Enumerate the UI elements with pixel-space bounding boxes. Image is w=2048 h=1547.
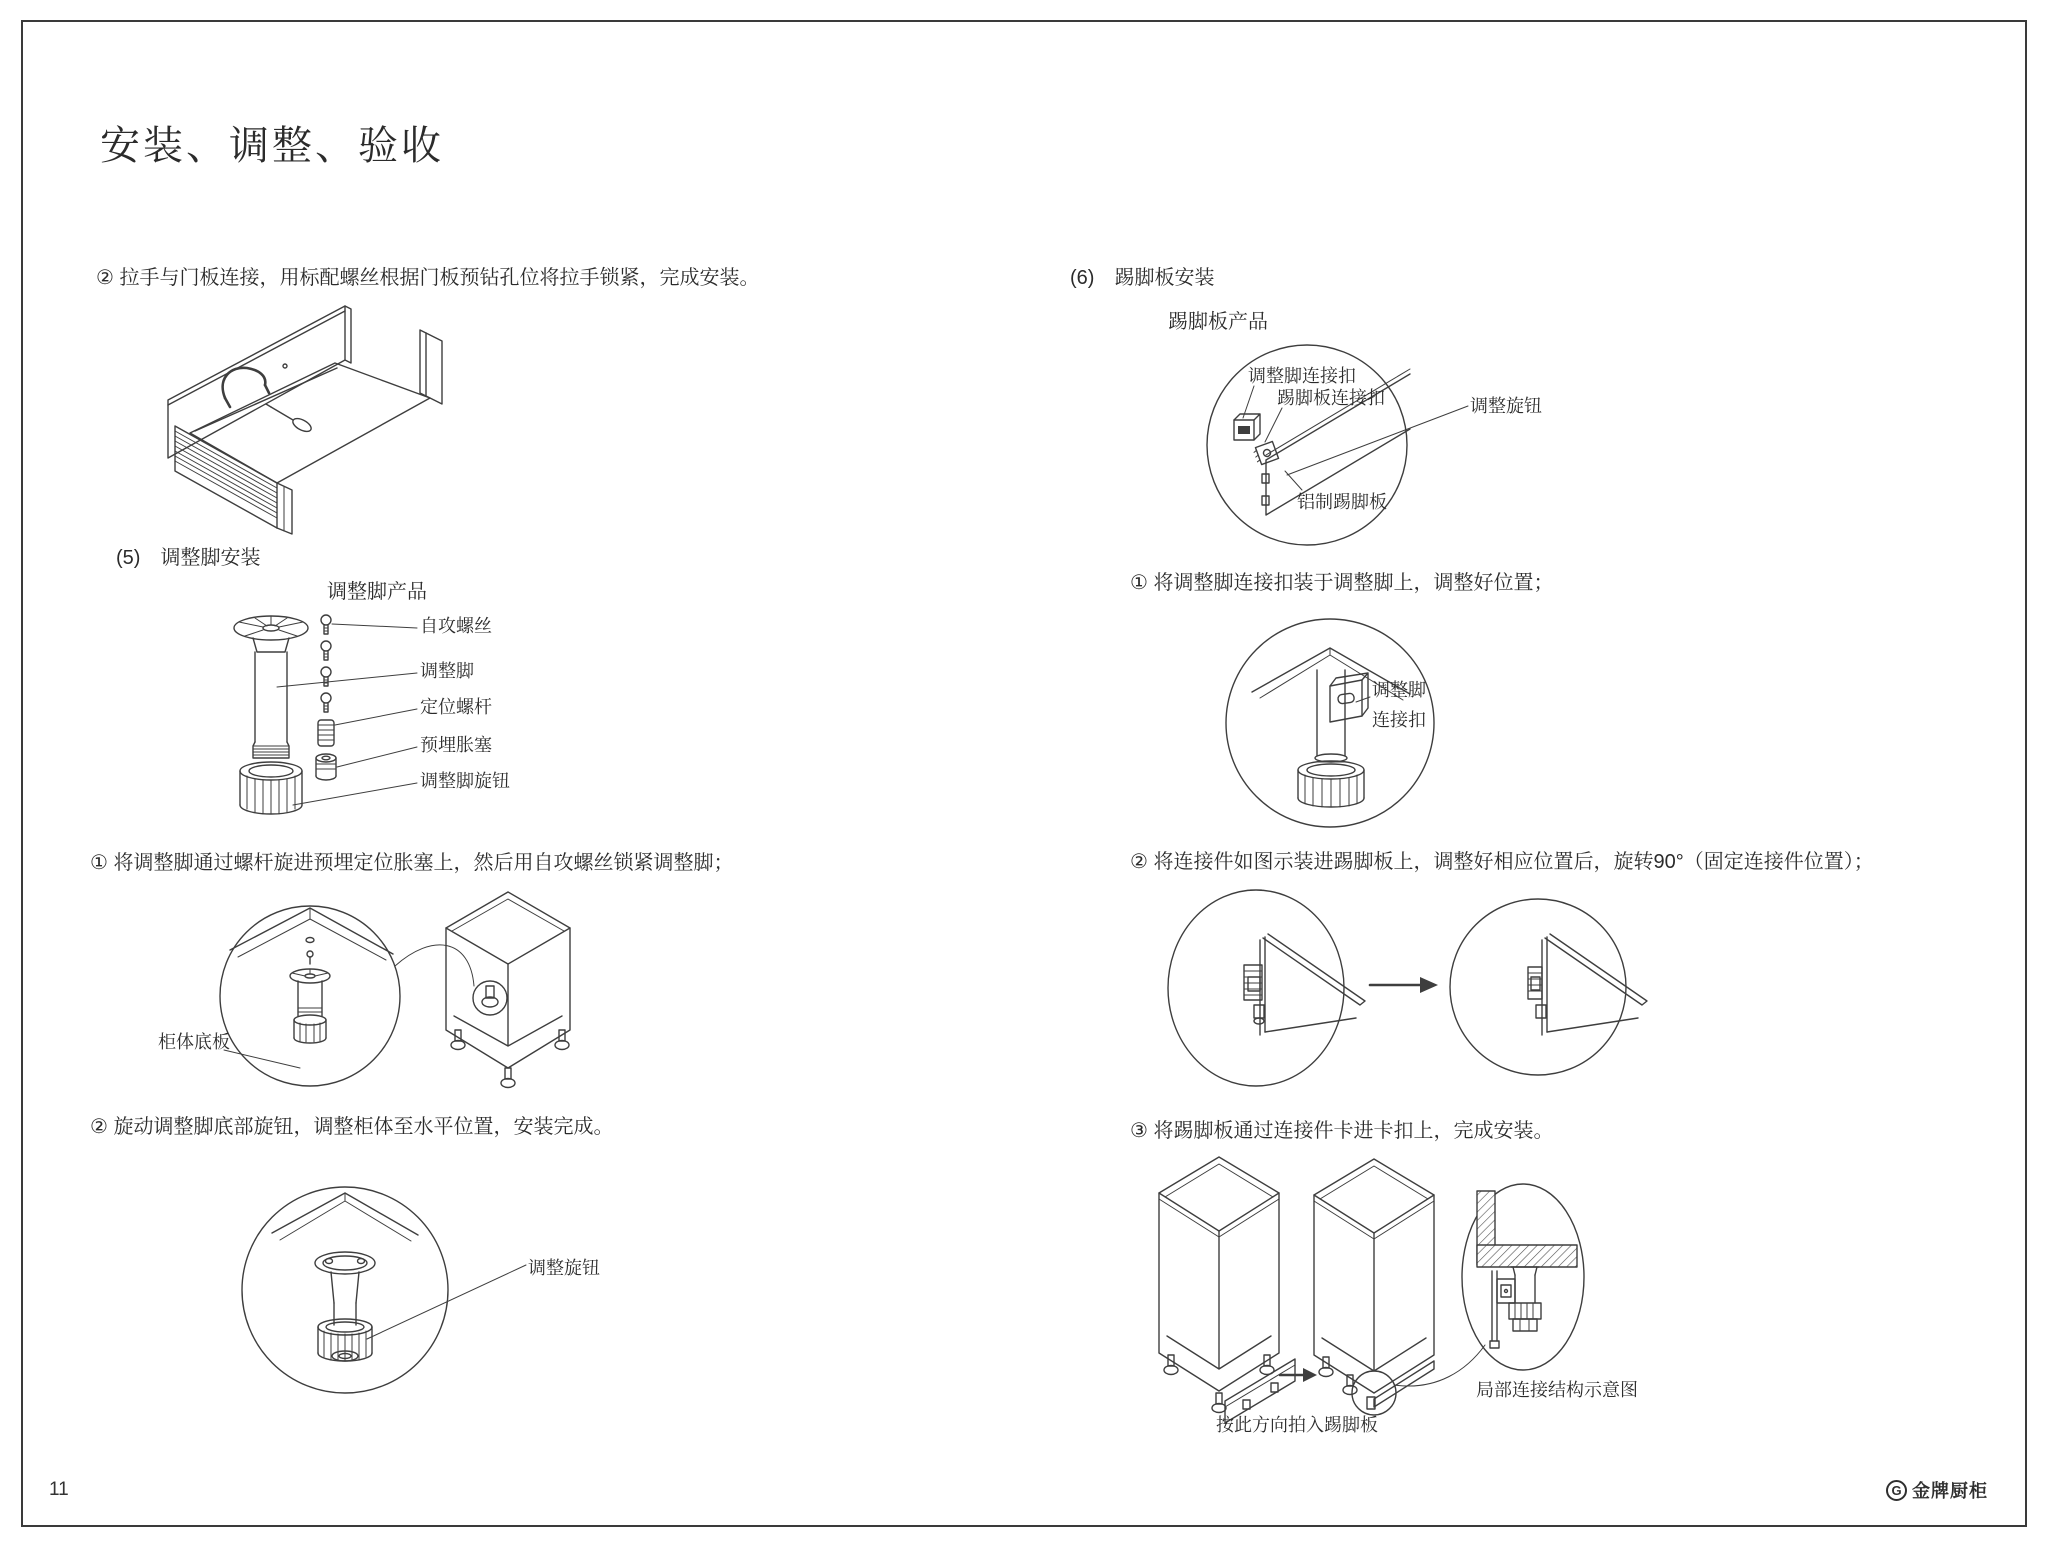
brand-logo bbox=[1886, 1477, 1988, 1503]
foot-installation-cabinet-diagram bbox=[150, 878, 590, 1102]
adjust-knob-label: 调整旋钮 bbox=[528, 1258, 600, 1278]
toe-label-aluminum-board: 铝制踢脚板 bbox=[1297, 492, 1387, 512]
foot-clip-label bbox=[1372, 675, 1426, 735]
cabinet-bottom-panel-label: 柜体底板 bbox=[158, 1032, 230, 1052]
foot-part-label-insert: 预埋胀塞 bbox=[420, 735, 492, 755]
left-step-handle-text: ② 拉手与门板连接，用标配螺丝根据门板预钻孔位将拉手锁紧，完成安装。 bbox=[96, 267, 760, 289]
foot-clip-label-line1: 调整脚 bbox=[1372, 680, 1426, 700]
section-5-heading: (5) 调整脚安装 bbox=[116, 547, 261, 569]
page-number: 11 bbox=[49, 1479, 69, 1500]
toe-label-foot-clip: 调整脚连接扣 bbox=[1248, 366, 1356, 386]
toe-label-adjust-knob: 调整旋钮 bbox=[1470, 396, 1542, 416]
drawer-handle-assembly-diagram bbox=[165, 306, 455, 538]
foot-part-label-screw: 自攻螺丝 bbox=[420, 616, 492, 636]
toe-kick-product-title: 踢脚板产品 bbox=[1168, 311, 1268, 333]
right-step-1-text: ① 将调整脚连接扣装于调整脚上，调整好位置； bbox=[1130, 572, 1554, 594]
adjustable-foot-product-title: 调整脚产品 bbox=[327, 581, 427, 603]
left-step-2-text: ② 旋动调整脚底部旋钮，调整柜体至水平位置，安装完成。 bbox=[90, 1116, 614, 1138]
right-step-3-text: ③ 将踢脚板通过连接件卡进卡扣上，完成安装。 bbox=[1130, 1120, 1554, 1142]
right-step-2-text: ② 将连接件如图示装进踢脚板上，调整好相应位置后，旋转90°（固定连接件位置）； bbox=[1130, 851, 1874, 873]
toe-label-board-clip: 踢脚板连接扣 bbox=[1277, 388, 1385, 408]
insert-direction-label: 按此方向拍入踢脚板 bbox=[1216, 1415, 1378, 1435]
foot-clip-closeup-diagram bbox=[1218, 608, 1468, 843]
toe-kick-final-installation-diagram bbox=[1145, 1145, 1805, 1457]
foot-part-label-stud: 定位螺杆 bbox=[420, 697, 492, 717]
foot-clip-label-line2: 连接扣 bbox=[1372, 710, 1426, 730]
foot-part-label-foot: 调整脚 bbox=[420, 661, 474, 681]
foot-part-label-knob: 调整脚旋钮 bbox=[420, 771, 510, 791]
detail-structure-label: 局部连接结构示意图 bbox=[1476, 1380, 1638, 1400]
clip-rotation-diagram bbox=[1160, 885, 1640, 1093]
left-step-1-text: ① 将调整脚通过螺杆旋进预埋定位胀塞上，然后用自攻螺丝锁紧调整脚； bbox=[90, 852, 734, 874]
page-title: 安装、调整、验收 bbox=[100, 124, 444, 168]
brand-name-text: 金牌厨柜 bbox=[1912, 1481, 1988, 1501]
brand-g-icon: G bbox=[1886, 1480, 1907, 1501]
section-6-heading: (6) 踢脚板安装 bbox=[1070, 267, 1215, 289]
